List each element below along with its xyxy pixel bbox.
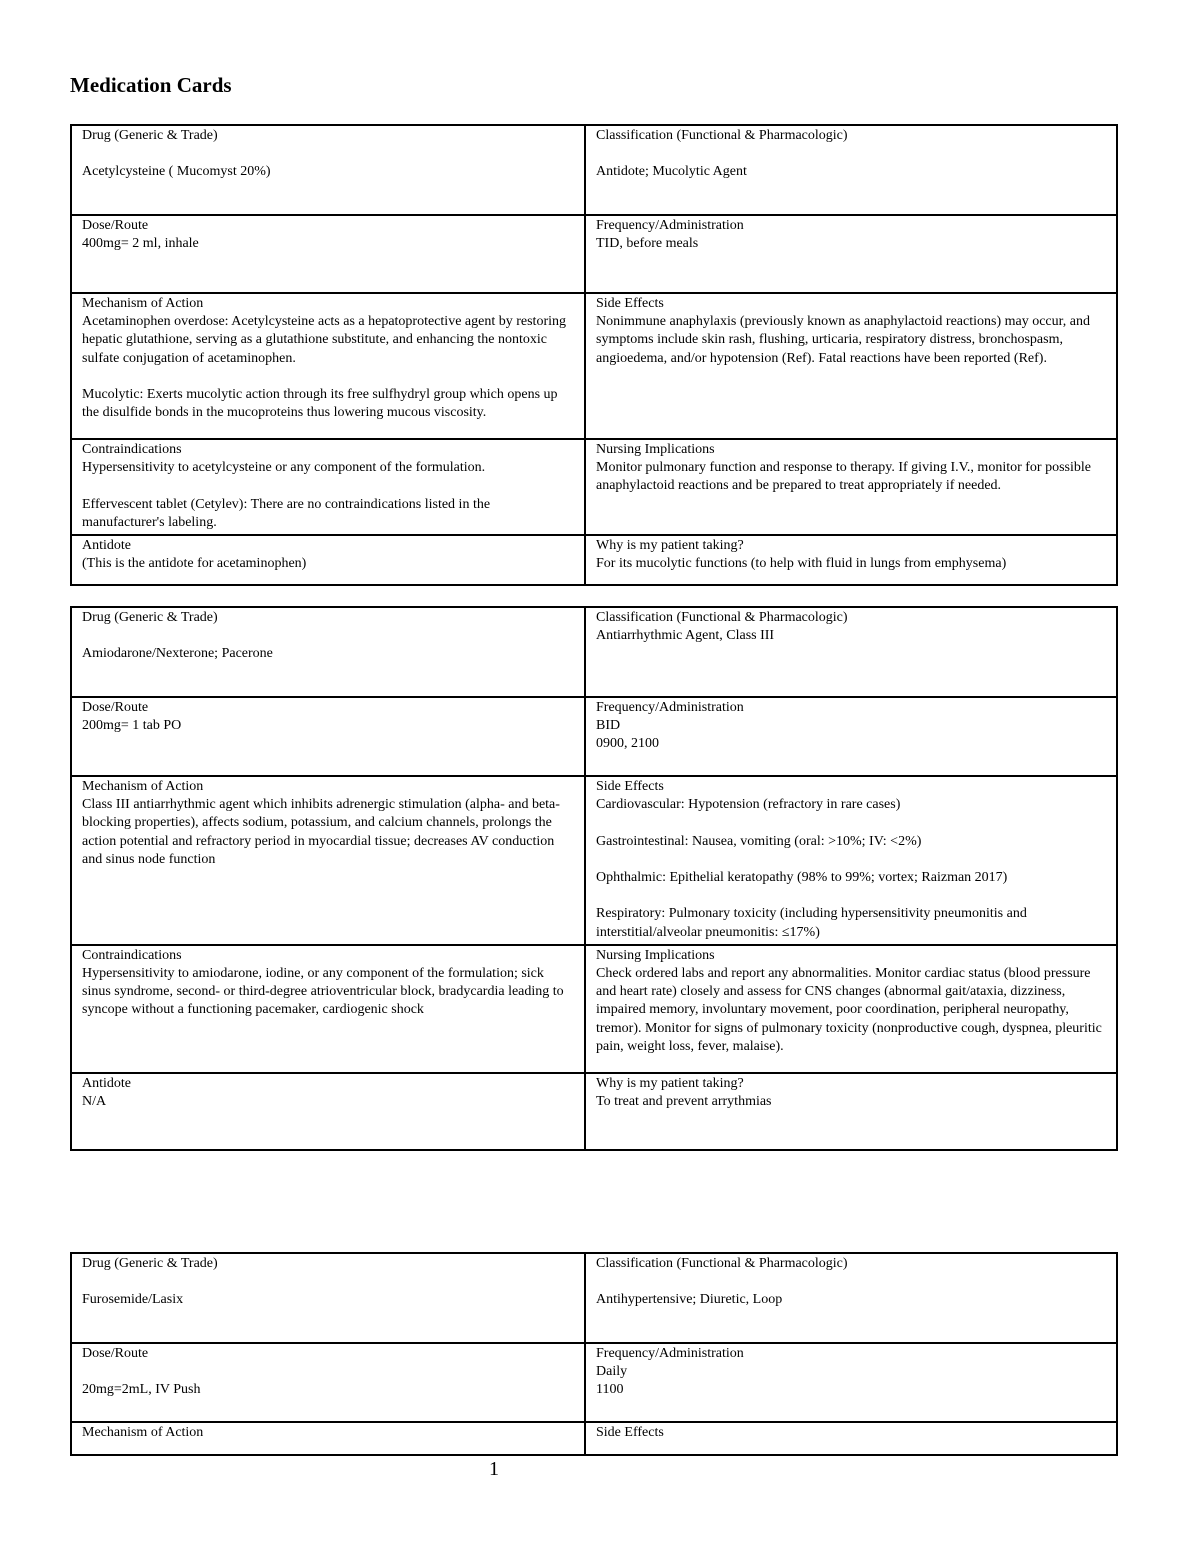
nursing-cell [585,439,1117,535]
frequency-value: Daily 1100 [596,1364,628,1398]
medication-card-amiodarone [70,606,1118,1151]
dose-cell [71,215,585,293]
mechanism-cell [71,776,585,945]
dose-label: Dose/Route [82,700,149,715]
classification-label: Classification (Functional & Pharmacologic) [596,610,848,625]
drug-cell [71,125,585,215]
drug-value: Furosemide/Lasix [82,1292,184,1308]
drug-value: Amiodarone/Nexterone; Pacerone [82,646,273,662]
why-label: Why is my patient taking? [596,1075,744,1091]
drug-label: Drug (Generic & Trade) [82,1256,218,1271]
page-title: Medication Cards [70,73,232,97]
dose-cell [71,697,585,776]
side-effects-cell [585,293,1117,439]
side-effects-label: Side Effects [596,779,664,794]
mechanism-value: Acetaminophen overdose: Acetylcysteine acts as a hepatoprotective agent by restoring hepatic glutathione, serving as a glutathione substitute, and enhancing the nontoxic sulfate conjugation of acetaminophen. Mucolytic: Exerts mucolytic action through its free sulfhydryl group which opens up the disulfide bonds in the mucoproteins thus lowering mucous viscosity. [82,314,566,421]
why-cell [585,535,1117,585]
contraindications-value: Hypersensitivity to amiodarone, iodine, or any component of the formulation; sick sinus syndrome, second- or third-degree atrioventricular block, bradycardia leading to syncope without a functioning pacemaker, cardiogenic shock [82,966,568,1018]
classification-cell [585,607,1117,697]
classification-label: Classification (Functional & Pharmacologic) [596,128,848,143]
nursing-cell [585,945,1117,1073]
mechanism-cell [71,293,585,439]
classification-cell [585,125,1117,215]
frequency-label: Frequency/Administration [596,1346,744,1361]
drug-value: Acetylcysteine ( Mucomyst 20%) [82,164,271,180]
mechanism-cell [71,1422,585,1455]
why-value: To treat and prevent arrythmias [596,1094,772,1110]
side-effects-label: Side Effects [596,1425,664,1440]
mechanism-label: Mechanism of Action [82,1425,204,1440]
frequency-cell [585,215,1117,293]
classification-value: Antiarrhythmic Agent, Class III [596,628,775,644]
side-effects-cell [585,776,1117,945]
frequency-label: Frequency/Administration [596,218,744,233]
dose-value: 20mg=2mL, IV Push [82,1382,201,1398]
nursing-value: Monitor pulmonary function and response to therapy. If giving I.V., monitor for possible anaphylactoid reactions and be prepared to treat appropriately if needed. [596,460,1095,494]
contraindications-label: Contraindications [82,442,182,457]
dose-label: Dose/Route [82,218,149,233]
side-effects-label: Side Effects [596,296,664,311]
why-value: For its mucolytic functions (to help with fluid in lungs from emphysema) [596,556,1007,572]
dose-value: 400mg= 2 ml, inhale [82,236,199,252]
frequency-value: BID 0900, 2100 [596,718,659,752]
contraindications-label: Contraindications [82,947,182,963]
antidote-label: Antidote [82,538,131,554]
medication-card-furosemide [70,1252,1118,1456]
antidote-value: (This is the antidote for acetaminophen) [82,556,307,572]
drug-label: Drug (Generic & Trade) [82,610,218,625]
drug-cell [71,607,585,697]
classification-value: Antidote; Mucolytic Agent [596,164,747,180]
mechanism-label: Mechanism of Action [82,296,204,311]
frequency-label: Frequency/Administration [596,700,744,715]
nursing-value: Check ordered labs and report any abnormalities. Monitor cardiac status (blood pressure and heart rate) closely and assess for CNS changes (abnormal gait/ataxia, dizziness, impaired memory, involuntary movement, poor coordination, peripheral neuropathy, tremor). Monitor for signs of pulmonary toxicity (nonproductive cough, dyspnea, pleuritic pain, weight loss, fever, malaise). [596,966,1106,1054]
medication-card-acetylcysteine [70,124,1118,586]
side-effects-cell [585,1422,1117,1455]
page-number: 1 [489,1458,499,1480]
nursing-label: Nursing Implications [596,442,715,457]
drug-cell [71,1253,585,1343]
why-label: Why is my patient taking? [596,538,744,554]
side-effects-value: Nonimmune anaphylaxis (previously known as anaphylactoid reactions) may occur, and symptoms include skin rash, flushing, urticaria, respiratory distress, bronchospasm, angioedema, and/or hypotension (Ref). Fatal reactions have been reported (Ref). [596,314,1094,366]
antidote-value: N/A [82,1094,107,1110]
antidote-cell [71,1073,585,1150]
nursing-label: Nursing Implications [596,947,715,963]
antidote-cell [71,535,585,585]
dose-value: 200mg= 1 tab PO [82,718,182,734]
contraindications-value: Hypersensitivity to acetylcysteine or any component of the formulation. Effervescent tablet (Cetylev): There are no contraindications listed in the manufacturer's labeling. [82,460,491,530]
drug-label: Drug (Generic & Trade) [82,128,218,143]
frequency-cell [585,697,1117,776]
classification-label: Classification (Functional & Pharmacologic) [596,1256,848,1271]
frequency-cell [585,1343,1117,1422]
side-effects-value: Cardiovascular: Hypotension (refractory in rare cases) Gastrointestinal: Nausea, vomiting (oral: >10%; IV: <2%) Ophthalmic: Epithelial keratopathy (98% to 99%; vortex; Raizman 2017) Respiratory: Pulmonary toxicity (including hypersensitivity pneumonitis and interstitial/alveolar pneumonitis: ≤17%) [596,797,1027,940]
dose-cell [71,1343,585,1422]
antidote-label: Antidote [82,1075,131,1091]
dose-label: Dose/Route [82,1346,149,1361]
contraindications-cell [71,945,585,1073]
why-cell [585,1073,1117,1150]
mechanism-value: Class III antiarrhythmic agent which inhibits adrenergic stimulation (alpha- and beta-blocking properties), affects sodium, potassium, and calcium channels, prolongs the action potential and refractory period in myocardial tissue; decreases AV conduction and sinus node function [82,797,560,867]
mechanism-label: Mechanism of Action [82,779,204,794]
classification-cell [585,1253,1117,1343]
contraindications-cell [71,439,585,535]
frequency-value: TID, before meals [596,236,699,252]
classification-value: Antihypertensive; Diuretic, Loop [596,1292,783,1308]
